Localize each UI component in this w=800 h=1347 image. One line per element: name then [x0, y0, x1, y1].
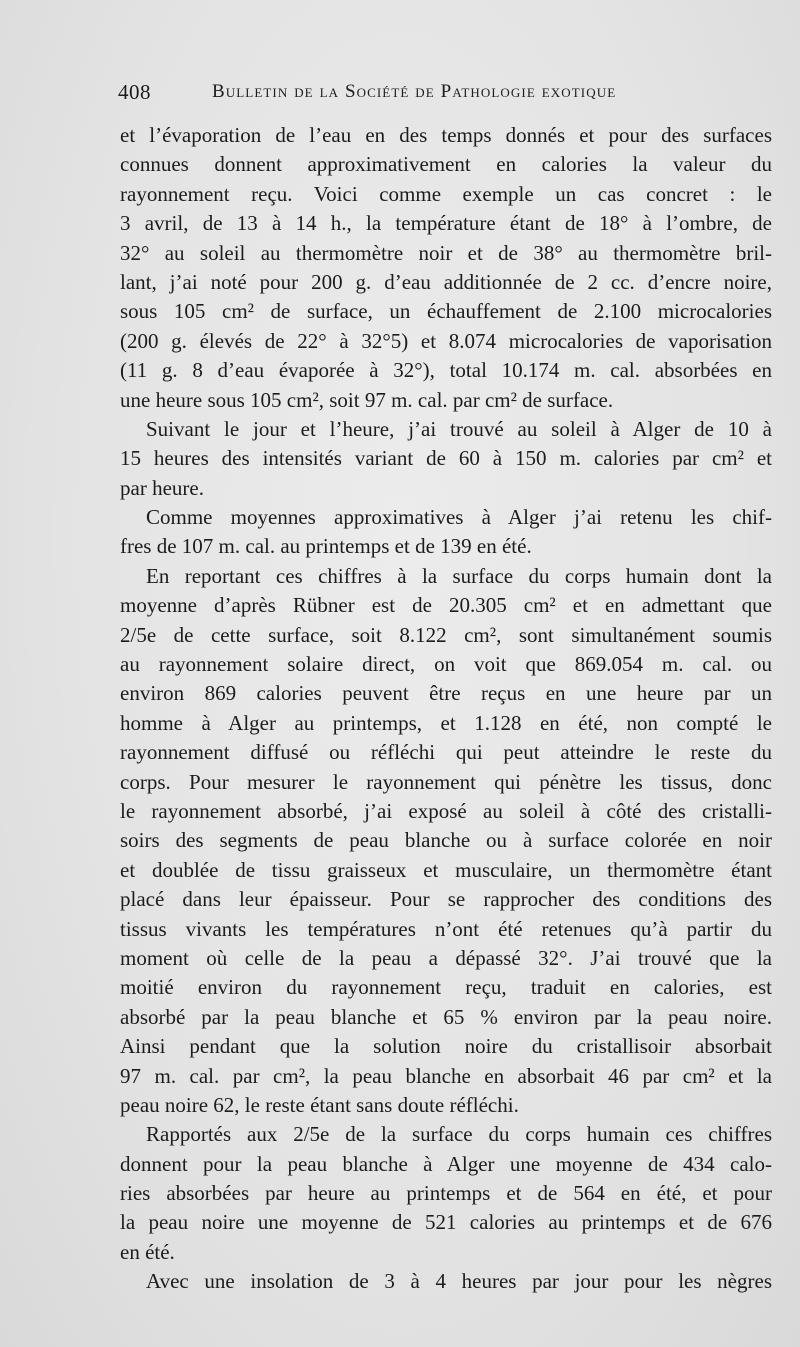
- text-line: ries absorbées par heure au printemps et de 564 en été, et pour: [120, 1181, 772, 1206]
- text-line: donnent pour la peau blanche à Alger une moyenne de 434 calo-: [120, 1151, 772, 1176]
- text-line: (11 g. 8 d’eau évaporée à 32°), total 10.174 m. cal. absorbées en: [120, 358, 772, 383]
- text-line: la peau noire une moyenne de 521 calories au printemps et de 676: [120, 1210, 772, 1235]
- text-line: peau noire 62, le reste étant sans doute réfléchi.: [120, 1092, 519, 1117]
- text-line: en été.: [120, 1239, 175, 1264]
- text-line: lant, j’ai noté pour 200 g. d’eau additionnée de 2 cc. d’encre noire,: [120, 269, 772, 294]
- text-line: au rayonnement solaire direct, on voit que 869.054 m. cal. ou: [120, 652, 772, 677]
- text-line: moyenne d’après Rübner est de 20.305 cm² et en admettant que: [120, 593, 772, 618]
- text-line: moitié environ du rayonnement reçu, traduit en calories, est: [120, 975, 772, 1000]
- page-number: 408: [118, 80, 151, 104]
- text-line: 97 m. cal. par cm², la peau blanche en absorbait 46 par cm² et la: [120, 1063, 772, 1088]
- text-line: rayonnement reçu. Voici comme exemple un cas concret : le: [120, 181, 772, 206]
- text-line: Rapportés aux 2/5e de la surface du corps humain ces chiffres: [146, 1122, 772, 1147]
- text-line: Avec une insolation de 3 à 4 heures par jour pour les nègres: [146, 1269, 772, 1294]
- running-head: Bulletin de la Société de Pathologie exotique: [212, 81, 617, 102]
- text-line: En reportant ces chiffres à la surface du corps humain dont la: [146, 563, 772, 588]
- text-line: et l’évaporation de l’eau en des temps donnés et pour des surfaces: [120, 123, 772, 147]
- text-line: connues donnent approximativement en calories la valeur du: [120, 152, 772, 177]
- text-line: Comme moyennes approximatives à Alger j’ai retenu les chif-: [146, 505, 772, 530]
- text-line: environ 869 calories peuvent être reçus en une heure par un: [120, 681, 772, 706]
- text-line: 15 heures des intensités variant de 60 à 150 m. calories par cm² et: [120, 446, 772, 471]
- text-line: soirs des segments de peau blanche ou à surface colorée en noir: [120, 828, 772, 853]
- text-line: Suivant le jour et l’heure, j’ai trouvé au soleil à Alger de 10 à: [146, 416, 772, 441]
- text-line: 2/5e de cette surface, soit 8.122 cm², sont simultanément soumis: [120, 622, 772, 647]
- text-line: fres de 107 m. cal. au printemps et de 139 en été.: [120, 534, 532, 559]
- text-line: corps. Pour mesurer le rayonnement qui pénètre les tissus, donc: [120, 769, 772, 794]
- text-line: et doublée de tissu graisseux et musculaire, un thermomètre étant: [120, 857, 772, 882]
- text-line: homme à Alger au printemps, et 1.128 en été, non compté le: [120, 710, 772, 735]
- text-line: 3 avril, de 13 à 14 h., la température étant de 18° à l’ombre, de: [120, 211, 772, 236]
- text-line: 32° au soleil au thermomètre noir et de 38° au thermomètre bril-: [120, 240, 772, 265]
- text-line: le rayonnement absorbé, j’ai exposé au soleil à côté des cristalli-: [120, 798, 772, 823]
- text-line: Ainsi pendant que la solution noire du cristallisoir absorbait: [120, 1034, 772, 1059]
- text-line: tissus vivants les températures n’ont été retenues qu’à partir du: [120, 916, 772, 941]
- text-line: placé dans leur épaisseur. Pour se rapprocher des conditions des: [120, 887, 772, 912]
- page-header: [118, 80, 678, 110]
- body-text: [120, 121, 772, 1297]
- text-line: sous 105 cm² de surface, un échauffement de 2.100 microcalories: [120, 299, 772, 324]
- text-line: une heure sous 105 cm², soit 97 m. cal. par cm² de surface.: [120, 387, 614, 412]
- text-line: par heure.: [120, 475, 204, 500]
- text-line: rayonnement diffusé ou réfléchi qui peut atteindre le reste du: [120, 740, 772, 765]
- text-line: moment où celle de la peau a dépassé 32°. J’ai trouvé que la: [120, 945, 772, 970]
- text-line: absorbé par la peau blanche et 65 % environ par la peau noire.: [120, 1004, 772, 1029]
- text-line: (200 g. élevés de 22° à 32°5) et 8.074 microcalories de vaporisation: [120, 328, 772, 353]
